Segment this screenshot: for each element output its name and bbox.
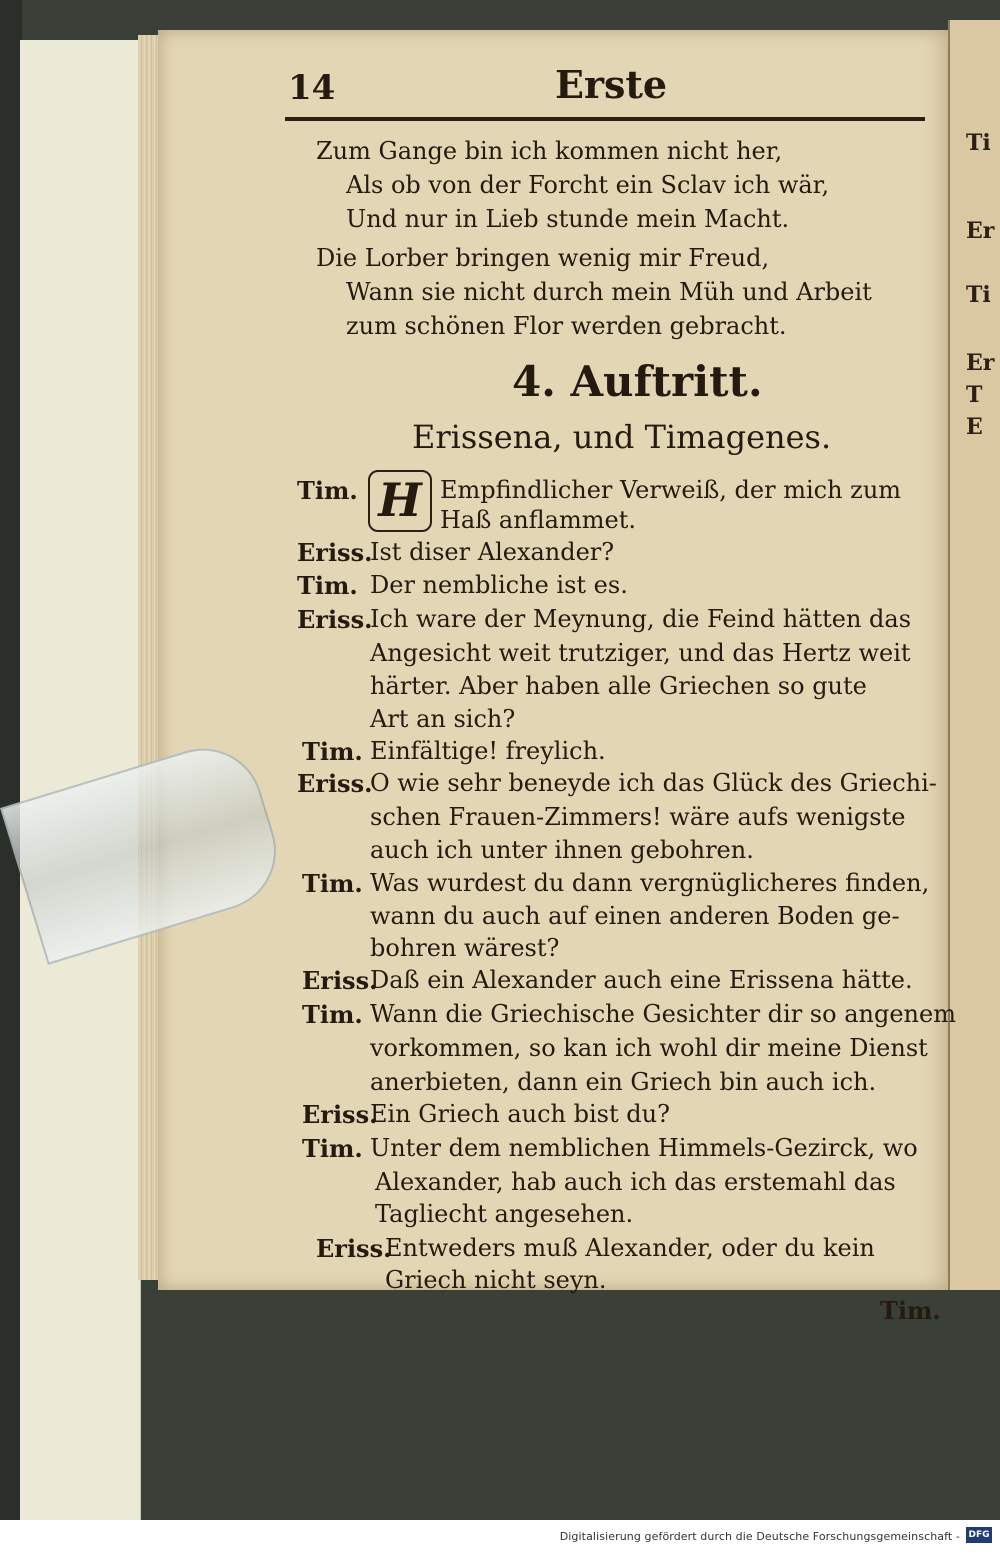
dialogue-text: Griech nicht seyn.: [385, 1266, 607, 1294]
verse-line: Zum Gange bin ich kommen nicht her,: [316, 137, 783, 165]
speaker-label: Tim.: [297, 476, 358, 505]
verse-line: Und nur in Lieb stunde mein Macht.: [346, 205, 790, 233]
dialogue-text: auch ich unter ihnen gebohren.: [370, 836, 754, 864]
speaker-label: Eriss.: [297, 538, 373, 567]
dialogue-text: Ich ware der Meynung, die Feind hätten das: [370, 605, 912, 633]
dialogue-text: Was wurdest du dann vergnüglicheres finden,: [370, 869, 930, 897]
next-page-fragment: T: [966, 382, 983, 408]
next-page-fragment: Er: [966, 350, 995, 376]
dialogue-text: Tagliecht angesehen.: [375, 1200, 634, 1228]
dialogue-text: bohren wärest?: [370, 934, 560, 962]
dialogue-text: anerbieten, dann ein Griech bin auch ich.: [370, 1068, 877, 1096]
page-number: 14: [288, 68, 336, 108]
dialogue-text: Unter dem nemblichen Himmels-Gezirck, wo: [370, 1134, 918, 1162]
speaker-label: Tim.: [302, 737, 363, 766]
verse-line: Als ob von der Forcht ein Sclav ich wär,: [346, 171, 830, 199]
speaker-label: Eriss.: [297, 605, 373, 634]
speaker-label: Tim.: [302, 869, 363, 898]
speaker-label: Eriss.: [316, 1234, 392, 1263]
next-page-fragment: E: [966, 414, 983, 440]
dialogue-text: Angesicht weit trutziger, und das Hertz weit: [370, 639, 911, 667]
next-page-fragment: Ti: [966, 130, 991, 156]
dialogue-text: Wann die Griechische Gesichter dir so angenem: [370, 1000, 956, 1028]
dialogue-text: Daß ein Alexander auch eine Erissena hätte.: [370, 966, 913, 994]
catchword: Tim.: [880, 1296, 941, 1325]
header-rule: [285, 117, 925, 121]
footer-bar: [0, 1520, 1000, 1554]
dialogue-text: Ist diser Alexander?: [370, 538, 615, 566]
running-head: Erste: [555, 62, 668, 107]
dialogue-text: Ein Griech auch bist du?: [370, 1100, 670, 1128]
speaker-label: Tim.: [302, 1000, 363, 1029]
scene-cast: Erissena, und Timagenes.: [412, 418, 832, 456]
speaker-label: Eriss.: [302, 1100, 378, 1129]
next-page-edge: [948, 20, 1000, 1290]
speaker-label: Eriss.: [297, 769, 373, 798]
scan-dark-margin: [0, 0, 22, 1520]
speaker-label: Eriss.: [302, 966, 378, 995]
dialogue-text: vorkommen, so kan ich wohl dir meine Dienst: [370, 1034, 928, 1062]
verse-line: Wann sie nicht durch mein Müh und Arbeit: [346, 278, 872, 306]
dialogue-text: Entweders muß Alexander, oder du kein: [385, 1234, 875, 1262]
dialogue-text: schen Frauen-Zimmers! wäre aufs wenigste: [370, 803, 906, 831]
dialogue-text: Einfältige! freylich.: [370, 737, 606, 765]
dialogue-text: Haß anflammet.: [440, 506, 636, 534]
speaker-label: Tim.: [302, 1134, 363, 1163]
dialogue-text: O wie sehr beneyde ich das Glück des Griechi-: [370, 769, 937, 797]
next-page-fragment: Er: [966, 218, 995, 244]
scene-title: 4. Auftritt.: [512, 357, 763, 406]
verse-line: Die Lorber bringen wenig mir Freud,: [316, 244, 770, 272]
dialogue-text: Art an sich?: [370, 705, 516, 733]
dialogue-text: wann du auch auf einen anderen Boden ge-: [370, 902, 900, 930]
verse-line: zum schönen Flor werden gebracht.: [346, 312, 787, 340]
dialogue-text: Alexander, hab auch ich das erstemahl das: [375, 1168, 896, 1196]
next-page-fragment: Ti: [966, 282, 991, 308]
dialogue-text: Empfindlicher Verweiß, der mich zum: [440, 476, 902, 504]
speaker-label: Tim.: [297, 571, 358, 600]
dialogue-text: härter. Aber haben alle Griechen so gute: [370, 672, 867, 700]
dialogue-text: Der nembliche ist es.: [370, 571, 628, 599]
drop-cap: H: [368, 470, 432, 532]
dfg-logo: DFG: [966, 1527, 992, 1543]
funding-credit: Digitalisierung gefördert durch die Deutsche Forschungsgemeinschaft -: [559, 1530, 960, 1543]
